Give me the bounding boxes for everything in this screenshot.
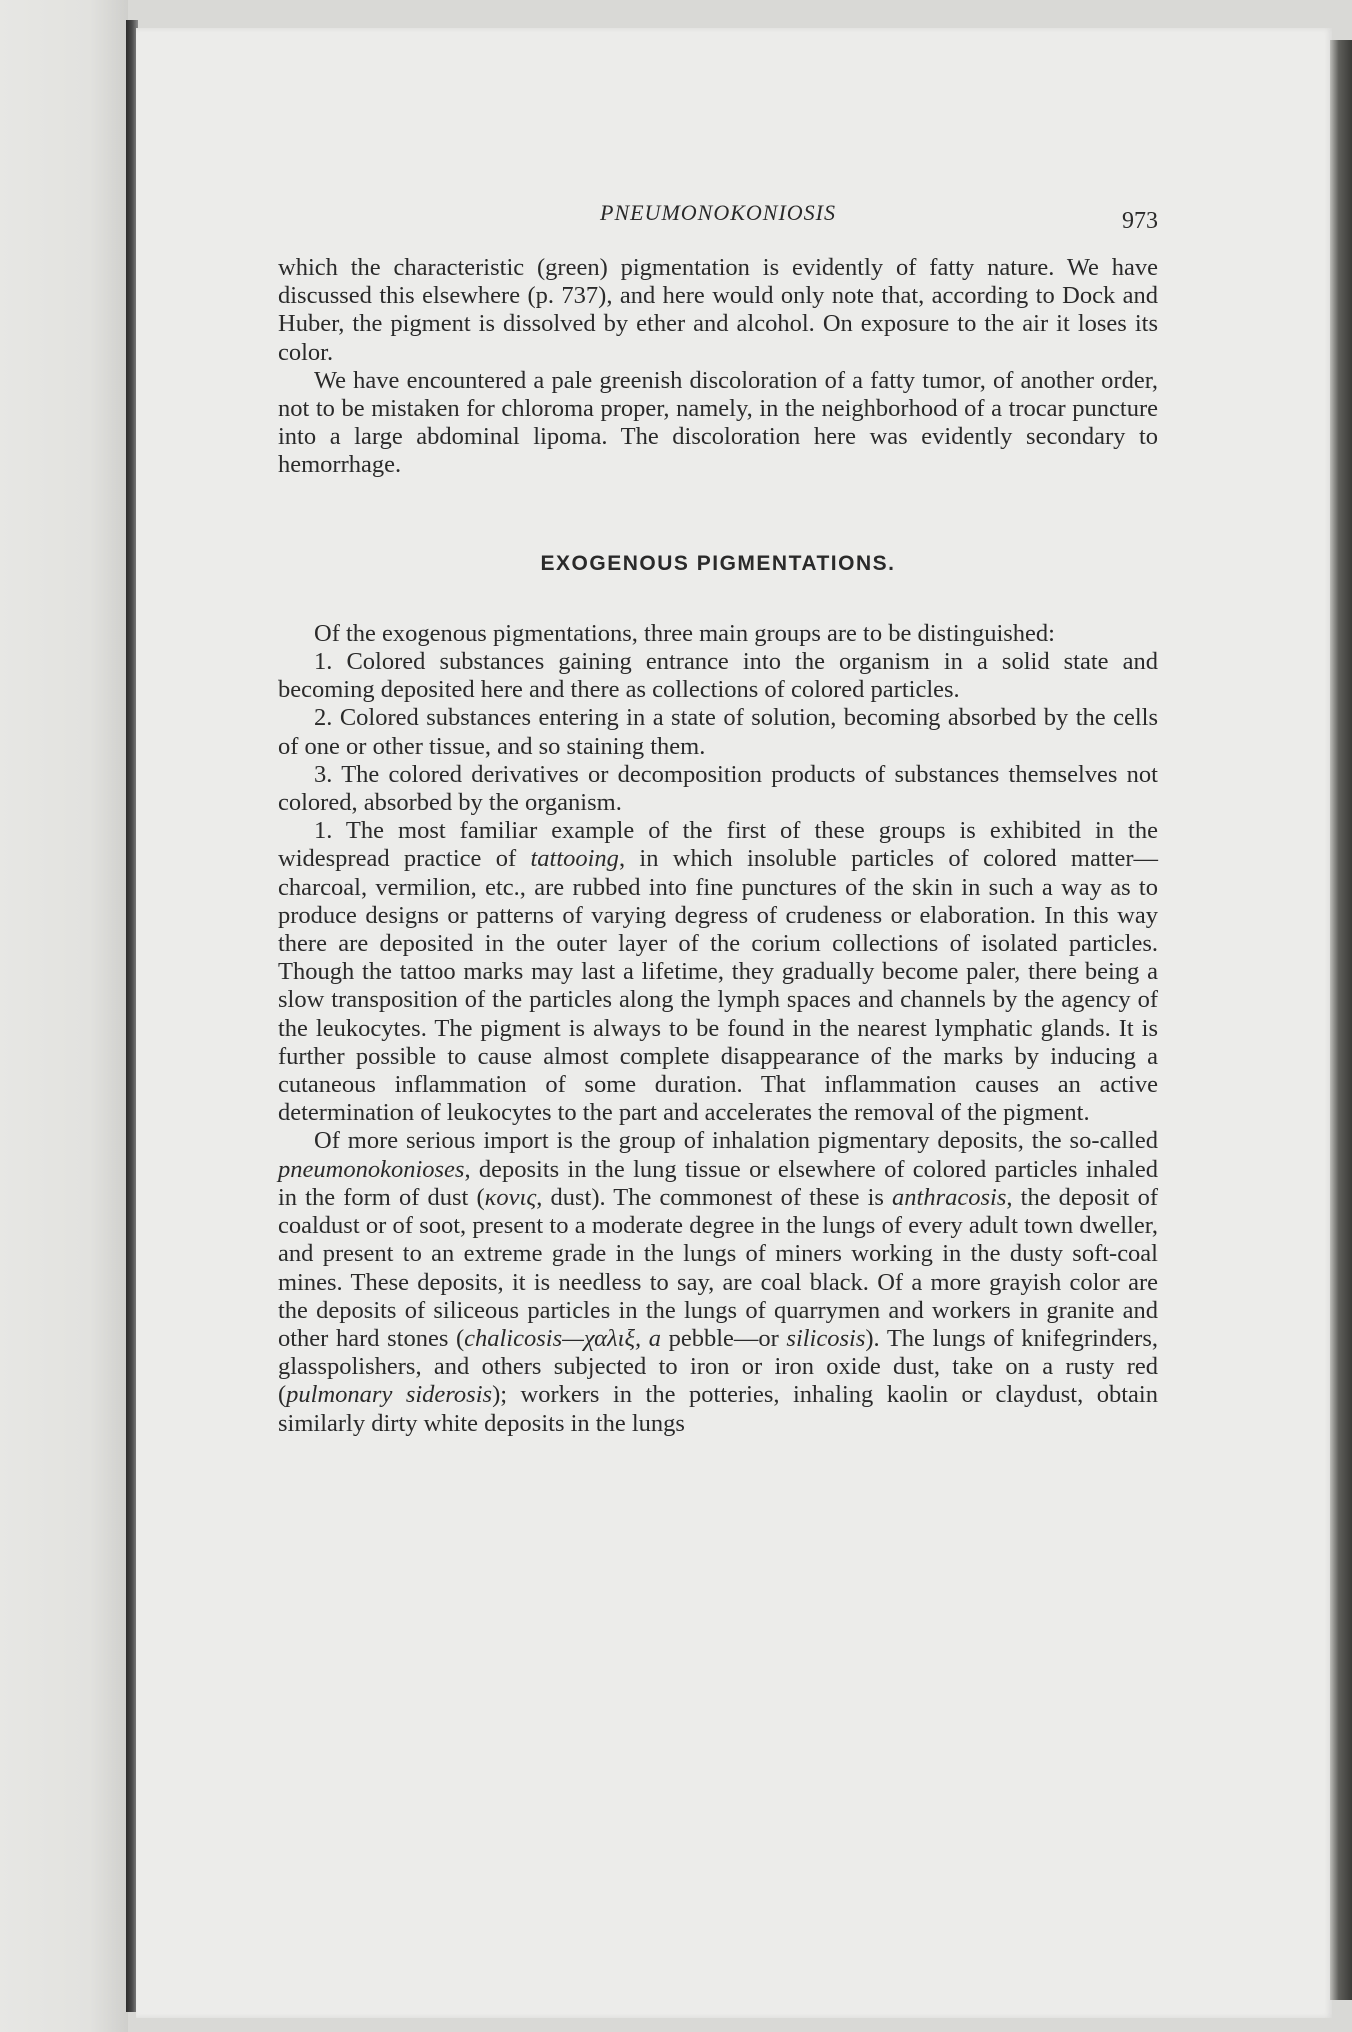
- italic-term: pneumonokonioses: [278, 1155, 465, 1183]
- italic-term: silicosis: [786, 1324, 866, 1352]
- paragraph-lipoma: We have encountered a pale greenish discoloration of a fatty tumor, of another order, not to be mistaken for chloroma proper, namely, in the neighborhood of a trocar puncture into a large abdominal lipoma. The discoloration here was evidently secondary to hemorrhage.: [278, 366, 1158, 479]
- body-text: [278, 254, 1158, 1438]
- paragraph-tattooing: [278, 817, 1158, 1127]
- page-stack-edge: [1330, 40, 1352, 2000]
- text-run: ); workers in the potteries, inhaling kaolin or claydust, obtain similarly dirty white deposits in the lungs: [278, 1381, 1158, 1437]
- italic-term: chalicosis—: [464, 1324, 584, 1352]
- group-item-3: 3. The colored derivatives or decomposition products of substances themselves not colored, absorbed by the organism.: [278, 760, 1158, 817]
- text-run: Of more serious import is the group of inhalation pigmentary deposits, the so-called: [314, 1127, 1158, 1155]
- group-item-1: 1. Colored substances gaining entrance into the organism in a solid state and becoming deposited here and there as collections of colored particles.: [278, 648, 1158, 704]
- text-run: , the deposit of coaldust or of soot, present to a moderate degree in the lungs of every adult town dweller, and present to an extreme grade in the lungs of miners working in the dusty soft-coal mines. These deposits, it is needless to say, are coal black. Of a more grayish color are the deposits of siliceous particles in the lungs of quarrymen and workers in granite and other hard stones (: [278, 1183, 1158, 1352]
- text-run: ). The lungs of knifegrinders, glasspolishers, and others subjected to iron or iron oxide dust, take on a rusty red (: [278, 1324, 1159, 1409]
- text-run: pebble—or: [660, 1324, 787, 1352]
- italic-term: tattooing: [530, 845, 619, 873]
- text-run: , deposits in the lung tissue or elsewhere of colored particles inhaled in the form of dust (: [278, 1155, 1158, 1211]
- greek-word: κονις: [484, 1183, 537, 1211]
- paragraph-inhalation: [278, 1127, 1158, 1437]
- page-number: 973: [1122, 208, 1158, 234]
- greek-word: χαλιξ: [583, 1324, 635, 1352]
- italic-term: pulmonary siderosis: [286, 1381, 493, 1409]
- italic-term: , a: [634, 1324, 661, 1352]
- text-run: 1. The most familiar example of the first of these groups is exhibited in the widespread practice of: [278, 817, 1158, 873]
- running-head: [278, 200, 1158, 240]
- italic-term: anthracosis: [892, 1183, 1007, 1211]
- section-heading: EXOGENOUS PIGMENTATIONS.: [540, 551, 896, 575]
- text-run: , in which insoluble particles of colored matter—charcoal, vermilion, etc., are rubbed into fine punctures of the skin in such a way as to produce designs or patterns of varying degress of crudeness or elaboration. In this way there are deposited in the outer layer of the corium collections of isolated particles. Though the tattoo marks may last a lifetime, they gradually become paler, there being a slow transposition of the particles along the lymph spaces and channels by the agency of the leukocytes. The pigment is always to be found in the nearest lymphatic glands. It is further possible to cause almost complete disappearance of the marks by inducing a cutaneous inflammation of some duration. That inflammation causes an active determination of leukocytes to the part and accelerates the removal of the pigment.: [278, 845, 1158, 1127]
- facing-page-edge: [0, 0, 128, 2032]
- paragraph-intro: Of the exogenous pigmentations, three main groups are to be distinguished:: [314, 619, 1055, 647]
- text-run: , dust). The commonest of these is: [536, 1183, 893, 1211]
- running-title: PNEUMONOKONIOSIS: [600, 200, 836, 225]
- paragraph-continuation: which the characteristic (green) pigmentation is evidently of fatty nature. We have discussed this elsewhere (p. 737), and here would only note that, according to Dock and Huber, the pigment is dissolved by ether and alcohol. On exposure to the air it loses its color.: [278, 254, 1158, 366]
- group-item-2: 2. Colored substances entering in a state of solution, becoming absorbed by the cells of one or other tissue, and so staining them.: [278, 704, 1158, 760]
